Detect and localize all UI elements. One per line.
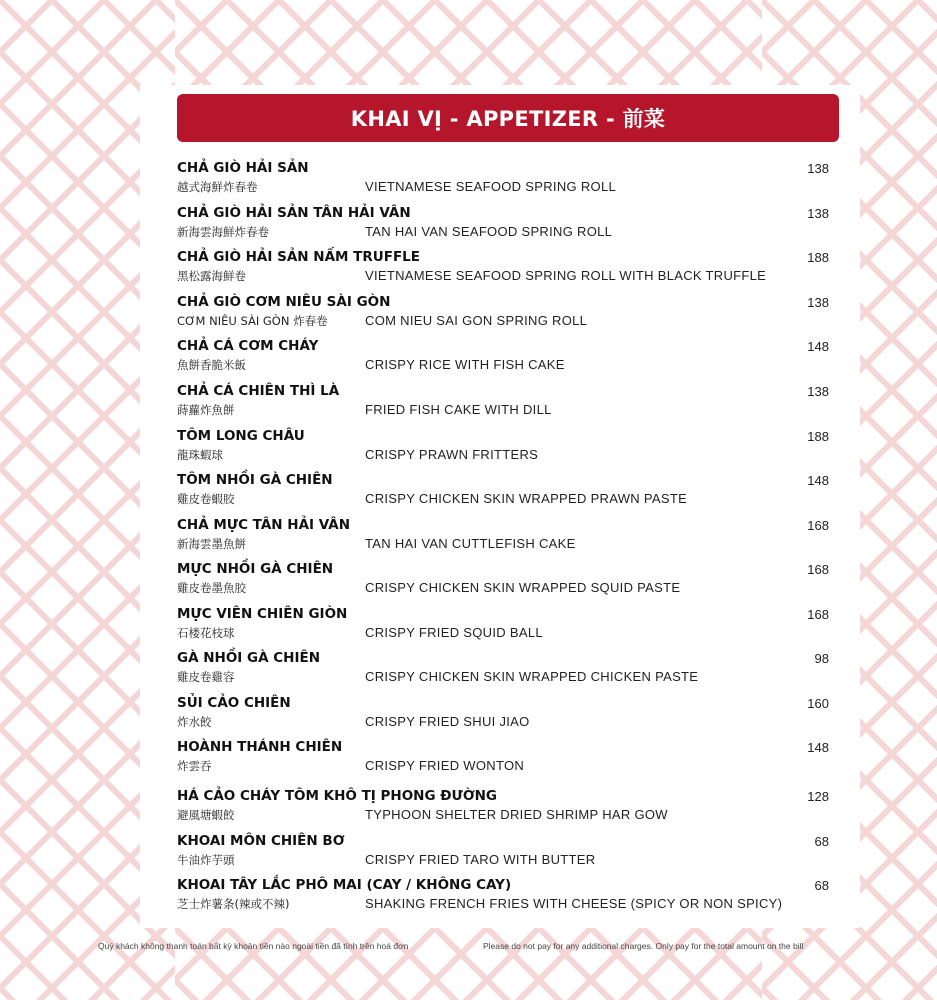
menu-item-price: 68 [814, 834, 829, 849]
menu-item-name-en: CRISPY RICE WITH FISH CAKE [365, 357, 565, 372]
menu-item-price: 148 [807, 740, 829, 755]
menu-item [177, 428, 829, 466]
menu-item-name-cn: 炸雲吞 [177, 759, 212, 773]
menu-item-price: 168 [807, 562, 829, 577]
menu-item-name-en: TAN HAI VAN CUTTLEFISH CAKE [365, 536, 576, 551]
menu-item-name-cn: 石楼花枝球 [177, 626, 235, 640]
menu-item-name-vn: CHẢ GIÒ HẢI SẢN [177, 160, 309, 176]
menu-item-price: 148 [807, 473, 829, 488]
menu-item-name-vn: HÁ CẢO CHÁY TÔM KHÔ TỊ PHONG ĐƯỜNG [177, 788, 498, 804]
menu-item-name-vn: CHẢ CÁ CHIÊN THÌ LÀ [177, 383, 340, 399]
menu-item-price: 138 [807, 206, 829, 221]
menu-item-name-cn: 芝士炸薯条(辣或不辣) [177, 897, 290, 911]
menu-item-price: 188 [807, 250, 829, 265]
menu-item-name-en: VIETNAMESE SEAFOOD SPRING ROLL WITH BLACK TRUFFLE [365, 268, 767, 283]
menu-item [177, 338, 829, 376]
menu-item-price: 168 [807, 518, 829, 533]
menu-item [177, 249, 829, 287]
menu-item-name-en: CRISPY CHICKEN SKIN WRAPPED CHICKEN PASTE [365, 669, 699, 684]
decorative-pattern-bottom [175, 928, 762, 1000]
menu-item-name-vn: CHẢ GIÒ CƠM NIÊU SÀI GÒN [177, 294, 391, 310]
menu-item-name-vn: MỰC NHỒI GÀ CHIÊN [177, 561, 334, 577]
section-title: KHAI VỊ - APPETIZER - 前菜 [350, 107, 666, 131]
menu-item-price: 138 [807, 295, 829, 310]
menu-item-name-cn: 新海雲墨魚餅 [177, 537, 246, 551]
menu-item [177, 517, 829, 555]
menu-item-price: 160 [807, 696, 829, 711]
menu-item-name-vn: CHẢ MỰC TÂN HẢI VÂN [177, 517, 351, 533]
menu-item-name-en: CRISPY CHICKEN SKIN WRAPPED PRAWN PASTE [365, 491, 688, 506]
menu-item-price: 168 [807, 607, 829, 622]
menu-item [177, 833, 829, 871]
menu-item-name-vn: TÔM NHỒI GÀ CHIÊN [177, 472, 333, 488]
menu-item-name-vn: KHOAI MÔN CHIÊN BƠ [177, 833, 345, 849]
menu-item-name-cn: 蒔蘿炸魚餅 [177, 403, 235, 417]
menu-item-name-cn: 龍珠蝦球 [177, 448, 223, 462]
menu-item-name-en: CRISPY FRIED WONTON [365, 758, 525, 773]
footer-note-vn: Quý khách không thanh toán bất kỳ khoản tiền nào ngoài tiền đã tính trên hoá đơn [98, 941, 409, 951]
menu-item-name-cn: 新海雲海鮮炸春卷 [177, 225, 269, 239]
menu-item-price: 98 [814, 651, 829, 666]
menu-item-name-vn: SỦI CẢO CHIÊN [177, 695, 291, 711]
menu-item-price: 138 [807, 384, 829, 399]
menu-item-name-en: TYPHOON SHELTER DRIED SHRIMP HAR GOW [365, 807, 668, 822]
menu-item-name-en: CRISPY FRIED SHUI JIAO [365, 714, 530, 729]
menu-item-name-en: VIETNAMESE SEAFOOD SPRING ROLL [365, 179, 616, 194]
menu-item-price: 148 [807, 339, 829, 354]
menu-item-name-en: COM NIEU SAI GON SPRING ROLL [365, 313, 588, 328]
menu-item-price: 188 [807, 429, 829, 444]
decorative-pattern-top [175, 0, 762, 85]
menu-item-name-cn: 避風塘蝦餃 [177, 808, 235, 822]
menu-item-name-cn: 魚餅香脆米飯 [177, 358, 246, 372]
menu-item [177, 739, 829, 777]
menu-item-name-en: CRISPY CHICKEN SKIN WRAPPED SQUID PASTE [365, 580, 681, 595]
menu-item-price: 128 [807, 789, 829, 804]
menu-item-name-vn: TÔM LONG CHÂU [177, 428, 305, 444]
menu-item [177, 205, 829, 243]
menu-item-price: 68 [814, 878, 829, 893]
menu-item-name-cn: CƠM NIÊU SÀI GÒN 炸春卷 [177, 314, 328, 328]
menu-item-name-en: SHAKING FRENCH FRIES WITH CHEESE (SPICY OR NON SPICY) [365, 896, 783, 911]
menu-item-name-cn: 雞皮卷墨魚胶 [177, 581, 246, 595]
section-title-banner [177, 94, 839, 142]
menu-item-name-en: TAN HAI VAN SEAFOOD SPRING ROLL [365, 224, 613, 239]
footer-note-en: Please do not pay for any additional charges. Only pay for the total amount on the bill [483, 941, 804, 951]
menu-item-name-vn: HOÀNH THÁNH CHIÊN [177, 739, 343, 755]
menu-item-name-cn: 越式海鮮炸春卷 [177, 180, 258, 194]
menu-item [177, 650, 829, 688]
menu-item-name-vn: GÀ NHỒI GÀ CHIÊN [177, 650, 321, 666]
menu-item [177, 383, 829, 421]
menu-item-name-cn: 黑松露海鮮卷 [177, 269, 246, 283]
menu-item-name-en: CRISPY FRIED TARO WITH BUTTER [365, 852, 596, 867]
menu-item-name-vn: CHẢ CÁ CƠM CHÁY [177, 338, 319, 354]
menu-item-name-cn: 牛油炸芋頭 [177, 853, 235, 867]
menu-item [177, 561, 829, 599]
menu-item-name-vn: CHẢ GIÒ HẢI SẢN NẤM TRUFFLE [177, 249, 420, 265]
menu-item-name-vn: CHẢ GIÒ HẢI SẢN TÂN HẢI VÂN [177, 205, 411, 221]
menu-item-price: 138 [807, 161, 829, 176]
menu-item [177, 877, 829, 915]
menu-item [177, 294, 829, 332]
menu-item [177, 160, 829, 198]
menu-item [177, 606, 829, 644]
menu-item-name-en: CRISPY PRAWN FRITTERS [365, 447, 539, 462]
menu-item-name-cn: 雞皮卷蝦胶 [177, 492, 235, 506]
menu-item-name-vn: KHOAI TÂY LẮC PHÔ MAI (CAY / KHÔNG CAY) [177, 877, 512, 893]
menu-item-name-vn: MỰC VIÊN CHIÊN GIÒN [177, 606, 348, 622]
menu-item [177, 472, 829, 510]
menu-item-name-cn: 雞皮卷雞容 [177, 670, 235, 684]
menu-item-name-cn: 炸水餃 [177, 715, 212, 729]
menu-item [177, 695, 829, 733]
menu-item-name-en: CRISPY FRIED SQUID BALL [365, 625, 543, 640]
menu-item-name-en: FRIED FISH CAKE WITH DILL [365, 402, 552, 417]
menu-item [177, 788, 829, 826]
